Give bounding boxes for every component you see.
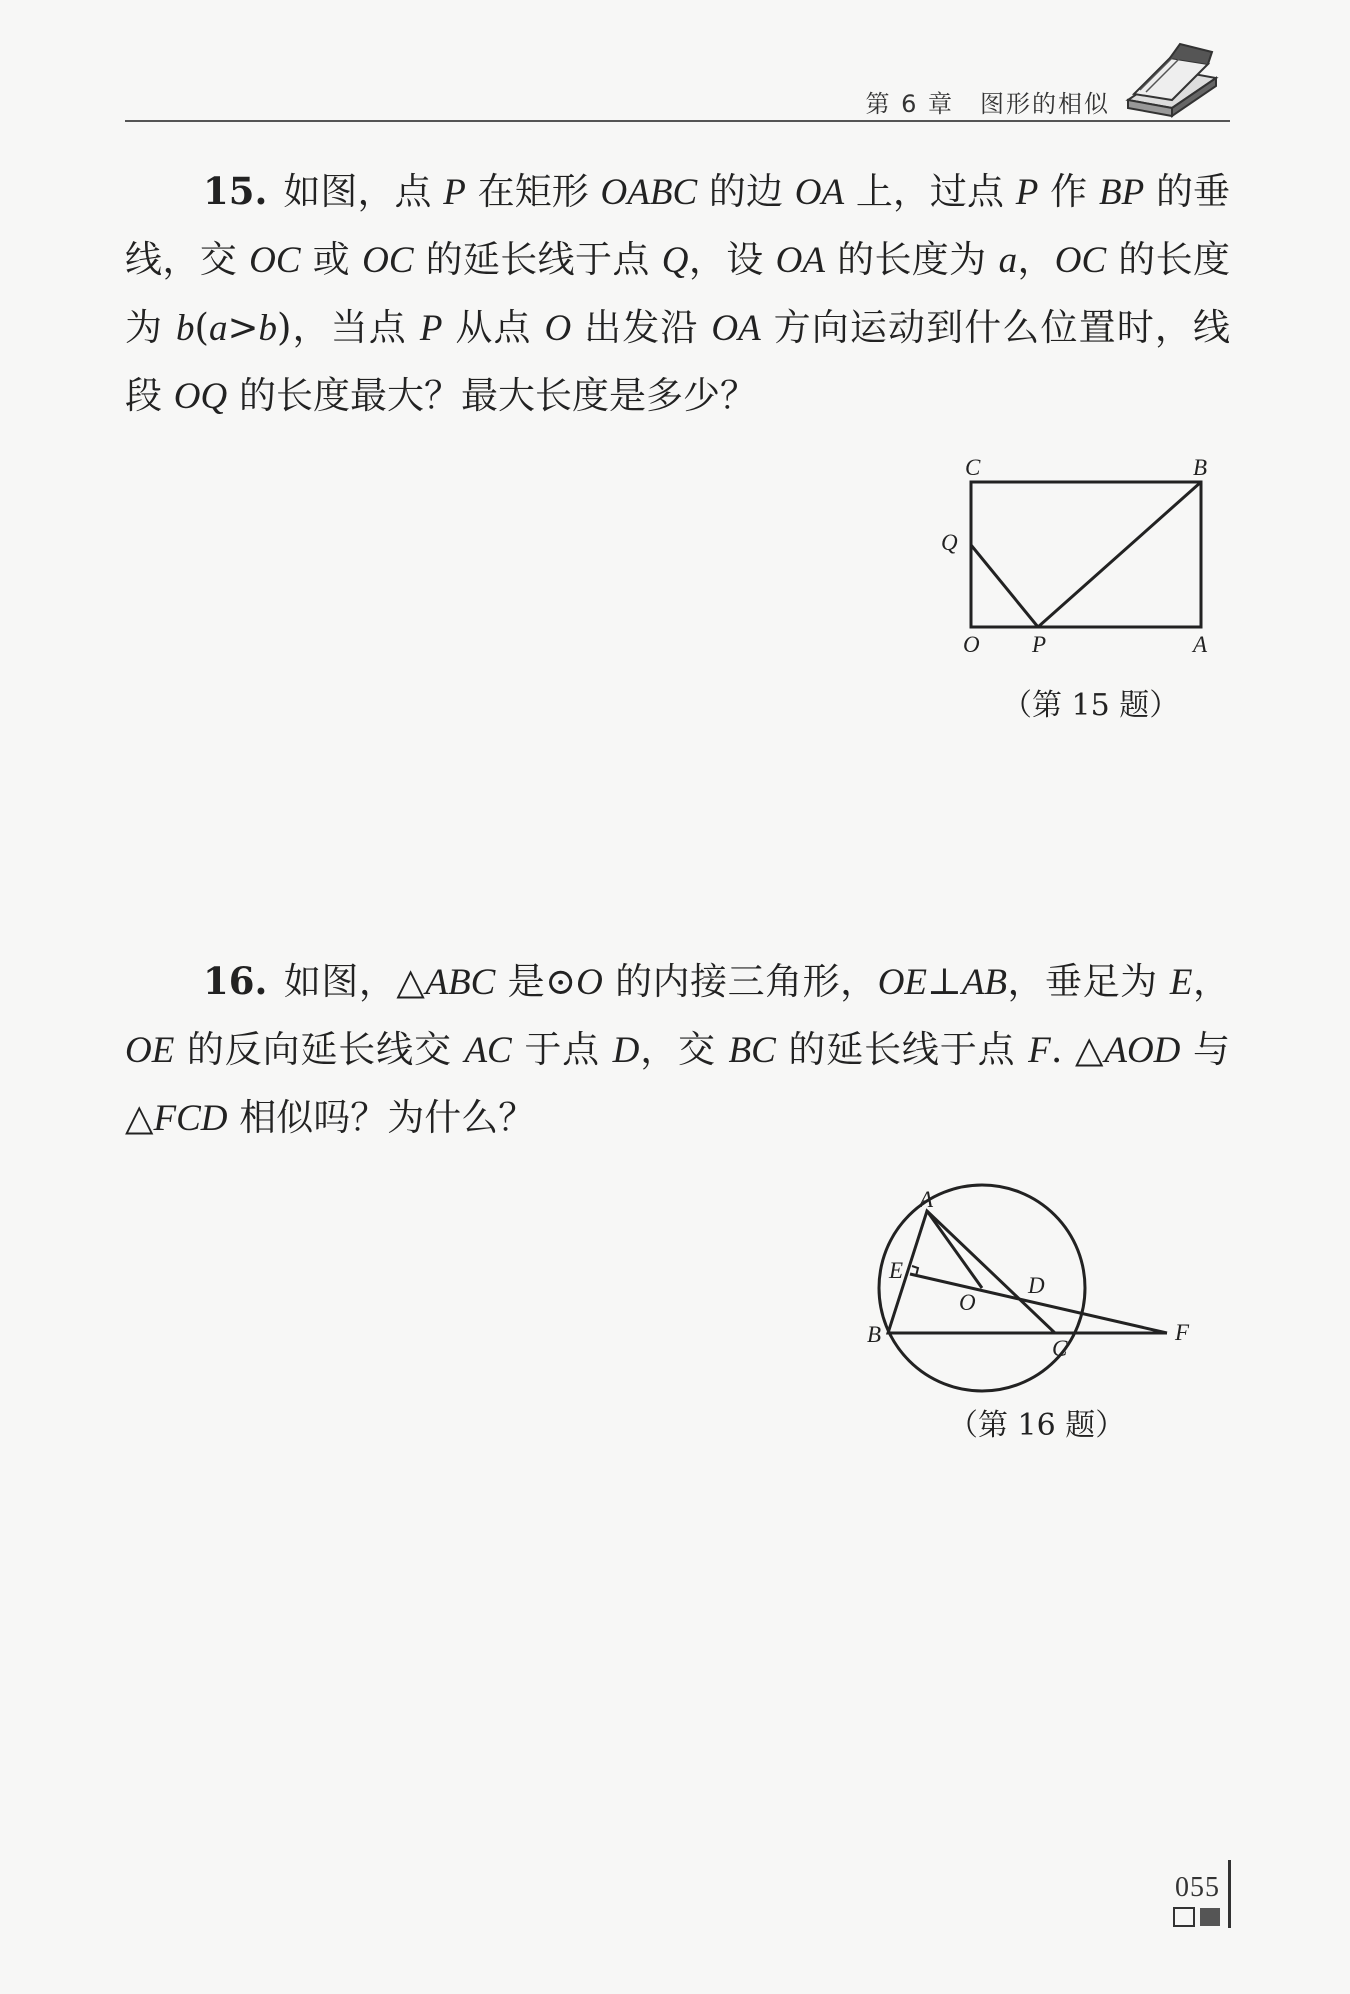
- caption-15: （第 15 题）: [1002, 688, 1180, 723]
- label-p: P: [1032, 632, 1047, 657]
- text: 的延长线于点: [775, 1028, 1029, 1071]
- problem-15: [125, 158, 1230, 430]
- circle-diagram: [855, 1170, 1215, 1400]
- math-var: AOD: [1104, 1030, 1181, 1071]
- math-var: P: [1015, 172, 1039, 213]
- math-var: b: [176, 308, 195, 349]
- math-var: O: [544, 308, 572, 349]
- label-e: E: [889, 1258, 904, 1283]
- text: 的边: [697, 170, 795, 213]
- math-var: OA: [794, 172, 845, 213]
- text: 的长度最大？最大长度是多少？: [227, 374, 757, 417]
- math-var: a: [998, 240, 1018, 281]
- math-var: a: [208, 308, 228, 349]
- label-a: A: [919, 1187, 934, 1212]
- text: 在矩形: [465, 170, 601, 213]
- page-marker-icon: [1172, 1906, 1228, 1928]
- label-d: D: [1028, 1273, 1045, 1298]
- math-var: FCD: [153, 1098, 228, 1139]
- text: 与△: [125, 1028, 1231, 1139]
- chapter-label: 第 6 章: [865, 90, 954, 118]
- math-var: b: [258, 308, 277, 349]
- label-c: C: [1052, 1336, 1068, 1361]
- text: 的垂线，交: [125, 170, 1230, 281]
- text: 或: [300, 238, 363, 281]
- problem-number: 16.: [203, 959, 268, 1003]
- page-number: 055: [1175, 1872, 1220, 1903]
- text: 的内接三角形，: [602, 960, 878, 1003]
- math-var: Q: [661, 240, 689, 281]
- text: 方向运动到什么位置时，线段: [125, 306, 1231, 417]
- math-var: OA: [711, 308, 761, 349]
- math-var: O: [576, 962, 603, 1003]
- label-q: Q: [941, 530, 958, 555]
- math-var: ABC: [425, 962, 496, 1003]
- label-c: C: [965, 455, 981, 480]
- math-var: AB: [961, 962, 1008, 1003]
- segment-ao: [927, 1211, 982, 1288]
- math-var: OABC: [600, 172, 698, 213]
- math-var: OE: [125, 1030, 175, 1071]
- text: >: [227, 306, 259, 349]
- text: 如图，△: [283, 960, 426, 1003]
- text: ，交: [639, 1028, 729, 1071]
- text: 相似吗？为什么？: [227, 1096, 536, 1139]
- chapter-title: 图形的相似: [980, 90, 1110, 118]
- rectangle-diagram: [935, 450, 1225, 660]
- problem-number: 15.: [203, 169, 268, 213]
- text: (: [194, 306, 209, 349]
- page-number-rule: [1228, 1860, 1231, 1928]
- math-var: E: [1169, 962, 1193, 1003]
- label-b: B: [867, 1322, 882, 1347]
- text: 出发沿: [571, 306, 712, 349]
- caption-16: （第 16 题）: [948, 1408, 1126, 1443]
- text: . △: [1050, 1028, 1105, 1071]
- running-head: [865, 84, 1110, 119]
- math-var: BP: [1098, 172, 1145, 213]
- math-var: OA: [775, 240, 825, 281]
- text: ，垂足为: [1007, 960, 1170, 1003]
- segment-pb: [1038, 482, 1201, 627]
- text: 于点: [511, 1028, 613, 1071]
- math-var: OE: [877, 962, 928, 1003]
- math-var: P: [443, 172, 466, 213]
- rectangle-oabc: [971, 482, 1201, 627]
- math-var: OQ: [173, 376, 228, 417]
- figure-16: [855, 1170, 1215, 1400]
- text: ，设: [688, 238, 776, 281]
- text: 是⊙: [495, 960, 577, 1003]
- segment-qp: [971, 545, 1038, 627]
- text: ⊥: [927, 960, 962, 1003]
- page-header: [125, 76, 1230, 122]
- label-b: B: [1193, 455, 1208, 480]
- math-var: OC: [1054, 240, 1107, 281]
- text: 的长度为: [125, 238, 1230, 349]
- math-var: F: [1028, 1030, 1051, 1071]
- math-var: OC: [249, 240, 301, 281]
- math-var: D: [612, 1030, 640, 1071]
- text: 的长度为: [825, 238, 999, 281]
- math-var: BC: [728, 1030, 776, 1071]
- math-var: OC: [362, 240, 414, 281]
- text: 作: [1038, 170, 1099, 213]
- label-f: F: [1175, 1320, 1190, 1345]
- text: 上，过点: [844, 170, 1016, 213]
- text: ，: [1017, 238, 1055, 281]
- text: 从点: [442, 306, 545, 349]
- text: 的反向延长线交: [174, 1028, 465, 1071]
- figure-15: [935, 450, 1225, 660]
- text: 如图，点: [283, 170, 444, 213]
- math-var: P: [419, 308, 443, 349]
- label-o: O: [963, 632, 980, 657]
- label-a: A: [1193, 632, 1208, 657]
- text: 的延长线于点: [413, 238, 662, 281]
- label-o: O: [959, 1290, 976, 1315]
- book-icon: [1120, 38, 1220, 118]
- math-var: AC: [464, 1030, 512, 1071]
- text: )，当点: [276, 306, 420, 349]
- text: ，: [1192, 960, 1230, 1003]
- problem-16: [125, 948, 1230, 1152]
